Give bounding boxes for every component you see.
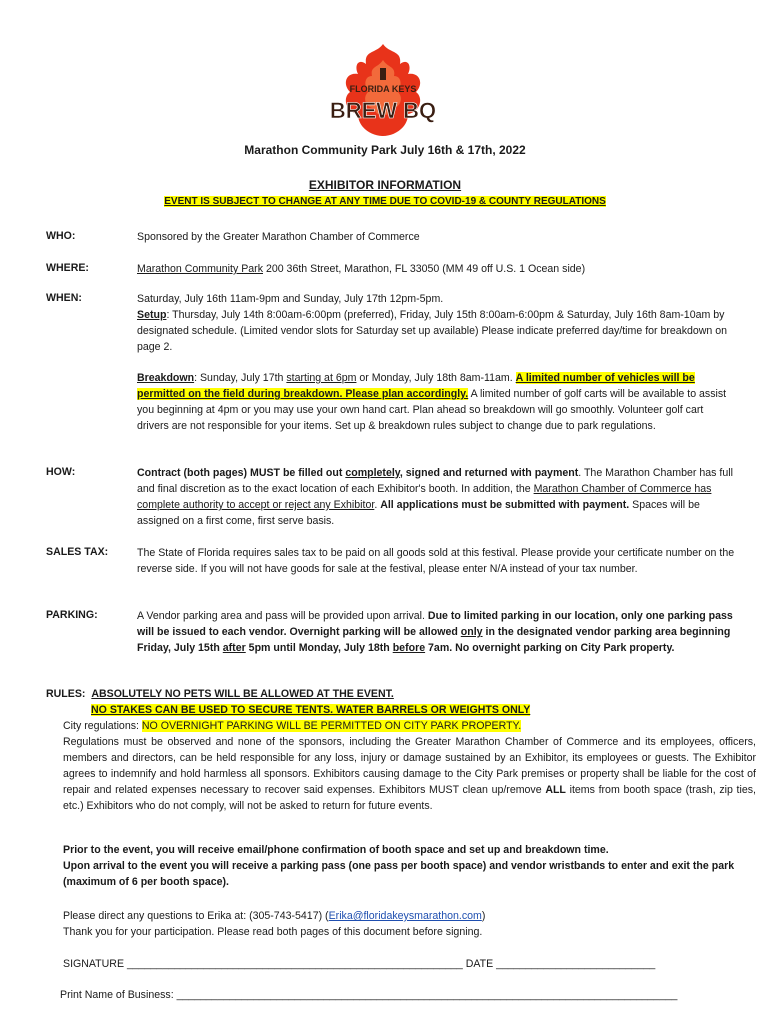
print-name-row — [60, 989, 750, 1001]
breakdown-text — [137, 370, 737, 434]
rules-line-2 — [46, 702, 756, 718]
event-title: Marathon Community Park July 16th & 17th, 2022 — [244, 143, 526, 157]
rules-city-text: NO OVERNIGHT PARKING WILL BE PERMITTED ON CITY PARK PROPERTY. — [141, 720, 522, 732]
print-name-field[interactable]: _____________________________________________________________________________________ — [176, 989, 678, 1001]
breakdown-start-time: starting at 6pm — [286, 372, 357, 384]
rules-city-label: City regulations: — [63, 720, 142, 732]
parking-part-d: in the designated vendor parking area beginning Friday, July 15th — [137, 626, 731, 654]
prior-line-2: Upon arrival to the event you will receive a parking pass (one pass per booth space) and vendor wristbands to enter and exit the park (maximum of 6 per booth space). — [63, 860, 735, 888]
rules-label: RULES: — [46, 688, 86, 700]
how-completely: completely — [345, 467, 400, 479]
who-value: Sponsored by the Greater Marathon Chamber of Commerce — [137, 231, 420, 243]
how-part-a: Contract (both pages) MUST be filled out — [137, 467, 346, 479]
parking-after: after — [222, 642, 246, 654]
parking-value — [137, 608, 737, 656]
setup-text — [137, 307, 737, 355]
parking-label: PARKING: — [46, 609, 98, 621]
who-label: WHO: — [46, 230, 76, 242]
brew-bq-logo — [328, 40, 438, 140]
parking-part-b: Due to limited parking in our location, only one parking pass will be issued to each vendor. Overnight parking will be allowed — [137, 610, 733, 638]
how-part-c: , signed and returned with payment — [399, 467, 579, 479]
setup-label: Setup — [137, 309, 167, 321]
rules-city — [46, 718, 756, 734]
contact-section — [63, 908, 753, 940]
breakdown-label: Breakdown — [137, 372, 195, 384]
logo-main-text: BREW BQ — [329, 98, 437, 123]
when-days: Saturday, July 16th 11am-9pm and Sunday, July 17th 12pm-5pm. — [137, 293, 444, 305]
signature-row — [63, 958, 753, 970]
signature-field[interactable]: _________________________________________________________ — [126, 958, 463, 970]
how-label: HOW: — [46, 466, 76, 478]
logo-top-text: FLORIDA KEYS — [349, 84, 417, 94]
breakdown-part-d: A limited number of golf carts will be available to assist you beginning at 4pm or you may use your own hand cart. Plan ahead so breakdown will go smoothly. Volunteer golf cart drivers are not responsible for your items. Set up & breakdown rules subject to change due to park regulations. — [137, 388, 727, 432]
covid-notice-text: EVENT IS SUBJECT TO CHANGE AT ANY TIME DUE TO COVID-19 & COUNTY REGULATIONS — [164, 196, 606, 207]
how-part-f: . — [374, 499, 381, 511]
prior-section — [63, 842, 753, 890]
parking-only: only — [460, 626, 483, 638]
contact-part-b: ) — [481, 910, 486, 922]
section-title: EXHIBITOR INFORMATION — [308, 178, 462, 192]
thanks-line: Thank you for your participation. Please read both pages of this document before signing. — [63, 926, 483, 938]
rules-no-stakes: NO STAKES CAN BE USED TO SECURE TENTS. WATER BARRELS OR WEIGHTS ONLY — [91, 704, 531, 716]
setup-details: : Thursday, July 14th 8:00am-6:00pm (preferred), Friday, July 15th 8:00am-6:00pm & Saturday, July 16th 8am-10am by designated schedule. (Limited vendor slots for Saturday set up available) Please indicate preferred day/time for breakdown on page 2. — [137, 309, 728, 353]
how-value — [137, 465, 737, 529]
parking-part-a: A Vendor parking area and pass will be provided upon arrival. — [137, 610, 428, 622]
sales-tax-label: SALES TAX: — [46, 546, 109, 558]
rules-body — [46, 734, 756, 814]
parking-before: before — [392, 642, 426, 654]
prior-line-1: Prior to the event, you will receive email/phone confirmation of booth space and set up and breakdown time. — [63, 844, 609, 856]
flame-logo-icon — [328, 40, 438, 140]
signature-label: SIGNATURE — [63, 958, 127, 970]
how-part-d: . The Marathon Chamber has full and final discretion as to the exact location of each Exhibitor's booth. In addition, the — [137, 467, 733, 495]
park-name: Marathon Community Park — [137, 263, 263, 275]
how-authority: Marathon Chamber of Commerce has complete authority to accept or reject any Exhibitor — [137, 483, 712, 511]
where-value — [137, 261, 737, 277]
rules-line-1 — [46, 686, 756, 702]
rules-body-b: items from booth space (trash, zip ties, etc.) Exhibitors who do not comply, will not be asked to return for future events. — [63, 784, 756, 812]
date-field[interactable]: ___________________________ — [496, 958, 656, 970]
how-part-h: Spaces will be assigned on a first come, first serve basis. — [137, 499, 700, 527]
breakdown-part-c: or Monday, July 18th 8am-11am. — [356, 372, 516, 384]
contact-part-a: Please direct any questions to Erika at: (305-743-5417) ( — [63, 910, 329, 922]
covid-notice — [0, 196, 770, 207]
parking-part-f: 5pm until Monday, July 18th — [245, 642, 393, 654]
rules-no-pets: ABSOLUTELY NO PETS WILL BE ALLOWED AT THE EVENT. — [91, 688, 394, 700]
where-label: WHERE: — [46, 262, 89, 274]
print-name-label: Print Name of Business: — [60, 989, 177, 1001]
parking-part-h: 7am. No overnight parking on City Park property. — [425, 642, 675, 654]
sales-tax-value: The State of Florida requires sales tax to be paid on all goods sold at this festival. Please provide your certificate number on the reverse side. If you will not have goods for sale at the festival, please enter N/A instead of your tax number. — [137, 547, 735, 575]
date-label: DATE — [462, 958, 497, 970]
how-payment: All applications must be submitted with payment. — [380, 499, 630, 511]
when-label: WHEN: — [46, 292, 82, 304]
breakdown-highlight: A limited number of vehicles will be permitted on the field during breakdown. Please plan accordingly. — [137, 372, 695, 400]
breakdown-part-a: : Sunday, July 17th — [194, 372, 287, 384]
when-value — [137, 291, 737, 355]
rules-section — [46, 686, 756, 814]
park-address: 200 36th Street, Marathon, FL 33050 (MM 49 off U.S. 1 Ocean side) — [263, 263, 586, 275]
email-link[interactable]: Erika@floridakeysmarathon.com — [328, 910, 482, 922]
contact-line — [63, 908, 753, 924]
rules-body-all: ALL — [545, 784, 566, 796]
rules-body-a: Regulations must be observed and none of the sponsors, including the Greater Marathon Chamber of Commerce and its employees, officers, members and directors, can be held responsible for any loss, injury or damage sustained by an Exhibitor, its employees or guests. The Exhibitor agrees to indemnify and hold harmless all sponsors. Exhibitors causing damage to the City Park premises or property shall be liable for the cost of repair and related expenses necessary to recover said expenses. Exhibitors MUST clean up/remove — [63, 736, 756, 796]
